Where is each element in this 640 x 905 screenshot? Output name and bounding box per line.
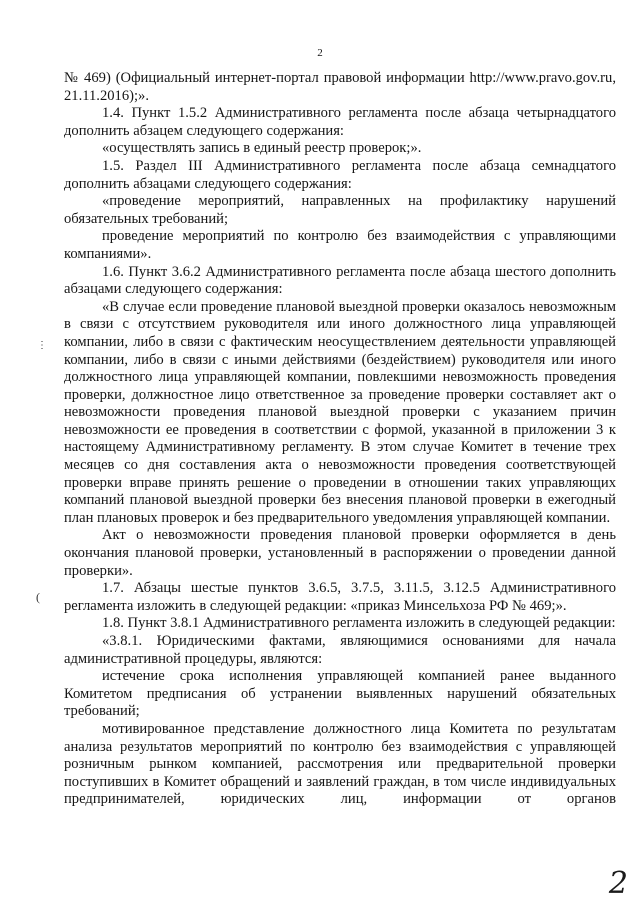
margin-dots: ⋮	[37, 340, 47, 351]
paragraph-13: истечение срока исполнения управляющей компанией ранее выданного Комитетом предписания об устранении выявленных нарушений обязательных требований;	[64, 668, 616, 720]
paragraph-12: «3.8.1. Юридическими фактами, являющимися основаниями для начала административной процедуры, являются:	[64, 633, 616, 667]
paragraph-8: «В случае если проведение плановой выездной проверки оказалось невозможным в связи с отсутствием руководителя или иного должностного лица управляющей компании, либо в связи с фактическим неосуществлением деятельности управляющей компании, либо в связи с иными действиями (бездействием) руководителя или иного должностного лица управляющей компании, повлекшими невозможность проведения проверки, должностное лицо ответственное за проведение проверки составляет акт о невозможности проведения плановой выездной проверки с указанием причин невозможности ее проведения в соответствии с формой, указанной в приложении 3 к настоящему Административному регламенту. В этом случае Комитет в течение трех месяцев со дня составления акта о невозможности проведения соответствующей проверки вправе принять решение о проведении в отношении таких управляющих компаний плановой выездной проверки без внесения плановой проверки в ежегодный план плановых проверок и без предварительного уведомления управляющей компании.	[64, 298, 616, 526]
handwritten-page-mark: 2	[608, 866, 628, 901]
paragraph-11: 1.8. Пункт 3.8.1 Административного регламента изложить в следующей редакции:	[102, 615, 616, 632]
paragraph-14: мотивированное представление должностного лица Комитета по результатам анализа результатов мероприятий по контролю без взаимодействия с управляющей розничным рынком компанией, рассмотрения или предварительной проверки поступивших в Комитет обращений и заявлений граждан, в том числе индивидуальных предпринимателей, юридических лиц, информации от органов	[64, 720, 616, 808]
paragraph-1: № 469) (Официальный интернет-портал правовой информации http://www.pravo.gov.ru, 21.11.2016);».	[64, 70, 616, 104]
paragraph-2: 1.4. Пункт 1.5.2 Административного регламента после абзаца четырнадцатого дополнить абзацем следующего содержания:	[64, 105, 616, 139]
page-number: 2	[317, 47, 323, 59]
paragraph-10: 1.7. Абзацы шестые пунктов 3.6.5, 3.7.5, 3.11.5, 3.12.5 Административного регламента изложить в следующей редакции: «приказ Минсельхоза РФ № 469;».	[64, 580, 616, 614]
paragraph-9: Акт о невозможности проведения плановой проверки оформляется в день окончания плановой проверки, установленный в распоряжении о проведении данной проверки».	[64, 527, 616, 579]
paragraph-3: «осуществлять запись в единый реестр проверок;».	[102, 140, 422, 157]
document-body	[64, 70, 616, 809]
paragraph-6: проведение мероприятий по контролю без взаимодействия с управляющими компаниями».	[64, 228, 616, 262]
paragraph-7: 1.6. Пункт 3.6.2 Административного регламента после абзаца шестого дополнить абзацами следующего содержания:	[64, 263, 616, 298]
paragraph-5: «проведение мероприятий, направленных на профилактику нарушений обязательных требований;	[64, 193, 616, 227]
margin-bracket: (	[36, 590, 40, 604]
paragraph-4: 1.5. Раздел III Административного регламента после абзаца семнадцатого дополнить абзацами следующего содержания:	[64, 157, 616, 192]
